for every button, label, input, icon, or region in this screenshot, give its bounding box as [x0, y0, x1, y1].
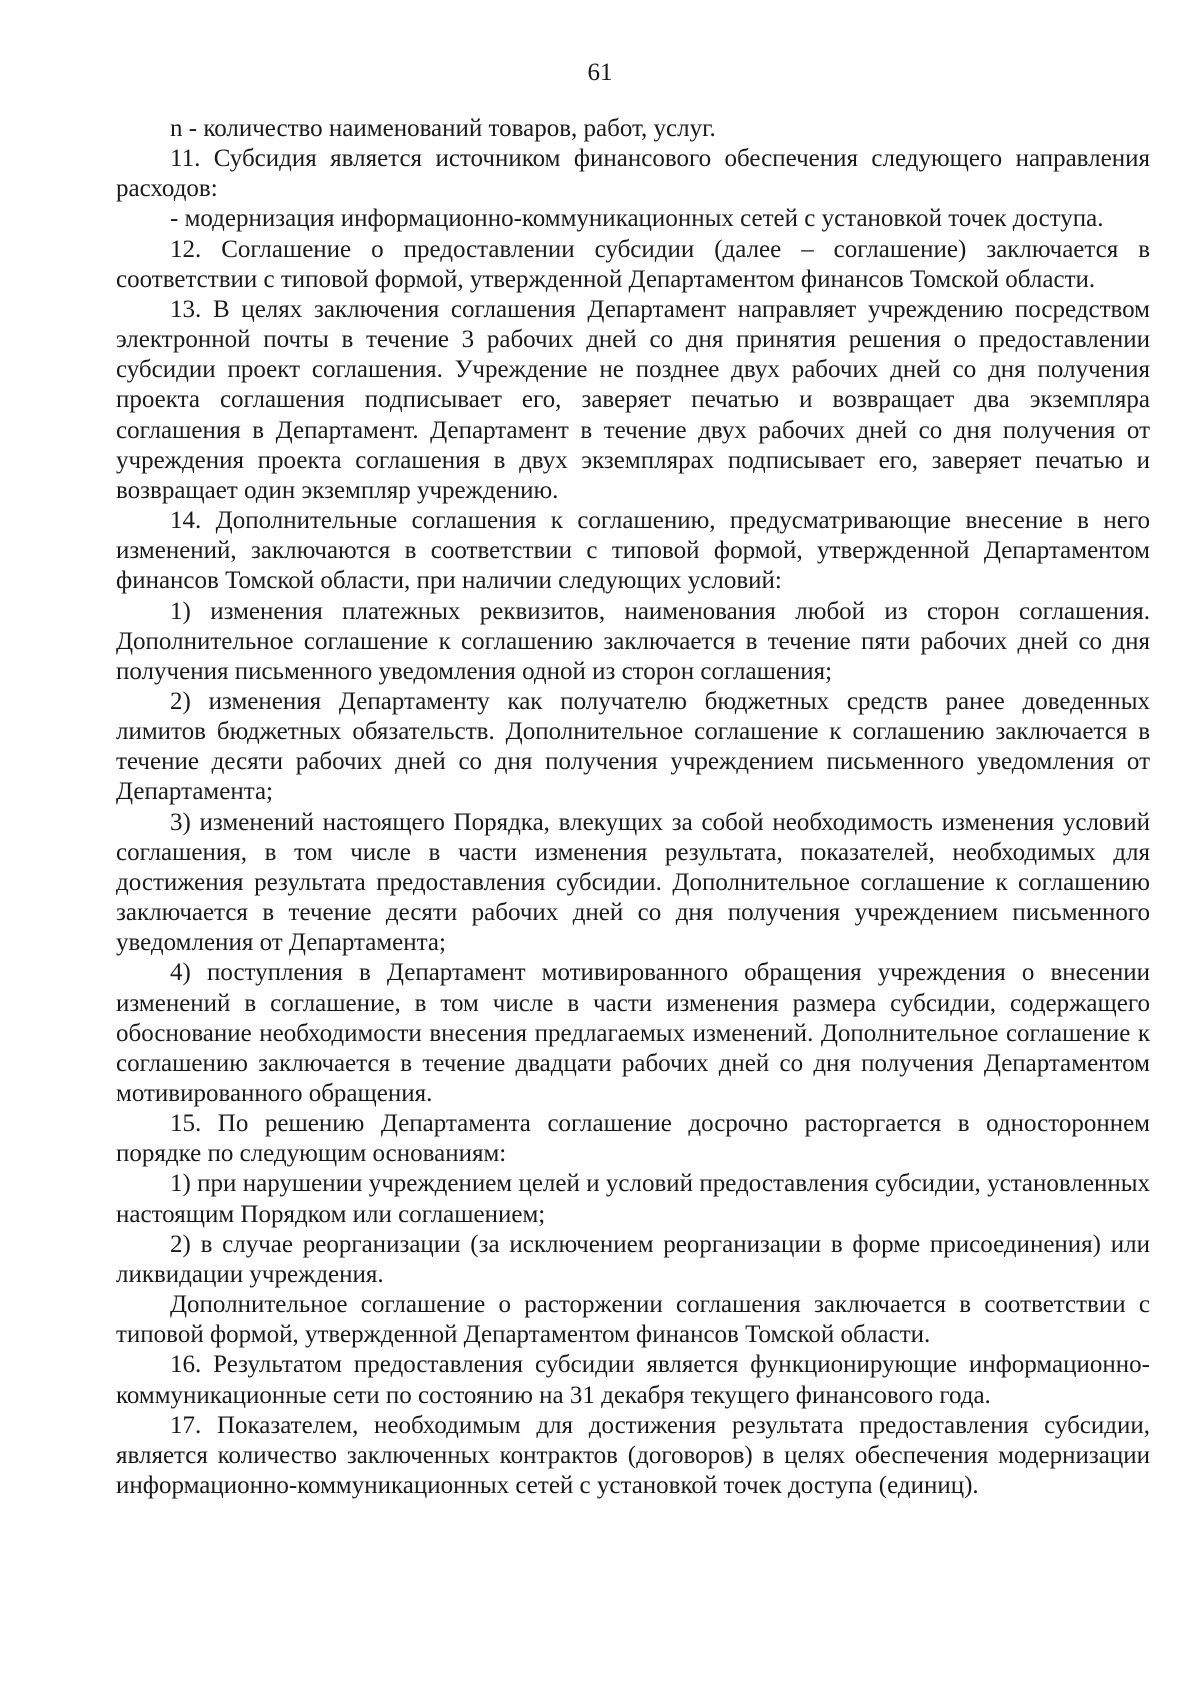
page-number: 61: [587, 59, 613, 86]
paragraph-14-item-1: 1) изменения платежных реквизитов, наименования любой из сторон соглашения. Дополнительное соглашение к соглашению заключается в течение пяти рабочих дней со дня получения письменного уведомления одной из сторон соглашения;: [116, 597, 1150, 685]
paragraph-14-item-4: 4) поступления в Департамент мотивированного обращения учреждения о внесении изменений в соглашение, в том числе в части изменения размера субсидии, содержащего обоснование необходимости внесения предлагаемых изменений. Дополнительное соглашение к соглашению заключается в течение двадцати рабочих дней со дня получения Департаментом мотивированного обращения.: [116, 959, 1150, 1107]
document-body: [116, 114, 1150, 1501]
paragraph-14-item-2: 2) изменения Департаменту как получателю бюджетных средств ранее доведенных лимитов бюджетных обязательств. Дополнительное соглашение к соглашению заключается в течение десяти рабочих дней со дня получения учреждением письменного уведомления от Департамента;: [116, 687, 1150, 806]
paragraph-15-item-1: 1) при нарушении учреждением целей и условий предоставления субсидии, установленных настоящим Порядком или соглашением;: [116, 1170, 1150, 1228]
paragraph-12: 12. Соглашение о предоставлении субсидии (далее – соглашение) заключается в соответствии с типовой формой, утвержденной Департаментом финансов Томской области.: [116, 235, 1150, 293]
paragraph-15-termination: Дополнительное соглашение о расторжении соглашения заключается в соответствии с типовой формой, утвержденной Департаментом финансов Томской области.: [116, 1291, 1150, 1349]
paragraph-15-item-2: 2) в случае реорганизации (за исключением реорганизации в форме присоединения) или ликвидации учреждения.: [116, 1230, 1150, 1288]
paragraph-15: 15. По решению Департамента соглашение досрочно расторгается в одностороннем порядке по следующим основаниям:: [116, 1110, 1150, 1168]
paragraph-11: 11. Субсидия является источником финансового обеспечения следующего направления расходов:: [116, 145, 1150, 203]
paragraph-11-item: - модернизация информационно-коммуникационных сетей с установкой точек доступа.: [170, 205, 1104, 233]
paragraph-16: 16. Результатом предоставления субсидии является функционирующие информационно-коммуникационные сети по состоянию на 31 декабря текущего финансового года.: [116, 1351, 1150, 1409]
paragraph-14-item-3: 3) изменений настоящего Порядка, влекущих за собой необходимость изменения условий соглашения, в том числе в части изменения результата, показателей, необходимых для достижения результата предоставления субсидии. Дополнительное соглашение к соглашению заключается в течение десяти рабочих дней со дня получения учреждением письменного уведомления от Департамента;: [116, 808, 1150, 957]
paragraph-13: 13. В целях заключения соглашения Департамент направляет учреждению посредством электронной почты в течение 3 рабочих дней со дня принятия решения о предоставлении субсидии проект соглашения. Учреждение не позднее двух рабочих дней со дня получения проекта соглашения подписывает его, заверяет печатью и возвращает два экземпляра соглашения в Департамент. Департамент в течение двух рабочих дней со дня получения от учреждения проекта соглашения в двух экземплярах подписывает его, заверяет печатью и возвращает один экземпляр учреждению.: [116, 295, 1150, 504]
paragraph-n-definition: n - количество наименований товаров, работ, услуг.: [170, 115, 716, 142]
paragraph-17: 17. Показателем, необходимым для достижения результата предоставления субсидии, является количество заключенных контрактов (договоров) в целях обеспечения модернизации информационно-коммуникационных сетей с установкой точек доступа (единиц).: [116, 1411, 1150, 1500]
paragraph-14: 14. Дополнительные соглашения к соглашению, предусматривающие внесение в него изменений, заключаются в соответствии с типовой формой, утвержденной Департаментом финансов Томской области, при наличии следующих условий:: [116, 507, 1150, 595]
